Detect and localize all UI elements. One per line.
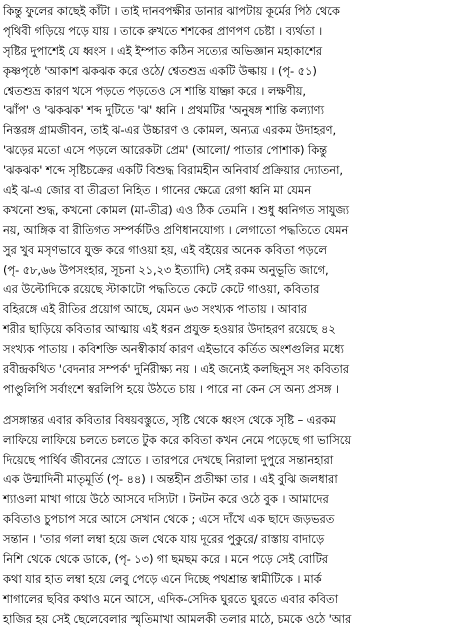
text-line: শ্বেতশুভ্র কারণ খসে পড়তে পড়তেও সে শান্তি যাচ্ঞা করে । লক্ষণীয়,: [3, 83, 306, 98]
text-line: শ্যাওলা মাখা গায়ে উঠে আসবে দস্যিটা । টনটন করে ওঠে বুক । আমাদের: [3, 492, 329, 507]
text-line: কৃষ্ণপৃষ্ঠে 'আকাশ ঝকঝক করে ওঠে/ শ্বেতশুভ্র একটি উল্কায় । (পৃ- ৫১): [3, 63, 317, 78]
text-line: কথা যার হাত লম্বা হয়ে লেবু পেড়ে এনে দিচ্ছে পথশ্রান্ত স্বামীটিকে । মার্ক: [3, 571, 322, 586]
text-line: সংখ্যক পাতায় । কবিশক্তি অনস্বীকার্য কারণ এইভাবে কর্তিত অংশগুলির মধ্যে: [3, 342, 344, 357]
text-line: বহিরঙ্গে এই রীতির প্রয়োগ আছে, যেমন ৬৩ সংখ্যক পাতায় । আবার: [3, 302, 307, 317]
text-line: শাগালের ছবির কথাও মনে আসে, এদিক-সেদিক ঘুরতে ঘুরতে এবার কবিতা: [3, 591, 338, 606]
text-line: সৃষ্টির দুপাশেই যে ধ্বংস । এই ইম্পাত কঠিন সত্যের অভিজ্ঞান মহাকাশের: [3, 43, 323, 58]
text-line: কখনো শুদ্ধ, কখনো কোমল (মা-তীব্র) এও ঠিক তেমনি । শুধু ধ্বনিগত সাযুজ্য: [3, 202, 350, 217]
text-line: কবিতাও চুপচাপ সরে আসে সেখান থেকে ; এসে দাঁখে এক ছাদে জড়ভরত: [3, 512, 335, 527]
text-line: লাফিয়ে লাফিয়ে চলতে চলতে টুক করে কবিতা কখন নেমে পড়েছে গা ভাসিয়ে: [3, 432, 352, 447]
text-line: শরীর ছাড়িয়ে কবিতার আত্মায় এই ধরন প্রযুক্ত হওয়ার উদাহরণ রয়েছে ৪২: [3, 322, 336, 337]
text-line: হাজির হয় সেই ছেলেবেলার স্মৃতিমাখা আমলকী তলার মাঠে, চমকে ওঠে 'আর: [3, 611, 352, 626]
text-line: 'ঝকঝক' শব্দে সৃষ্টিচক্রের একটি বিশুদ্ধ বিরামহীন অনিবার্য প্রক্রিয়ার দ্যোতনা,: [3, 163, 343, 178]
text-line: রবীন্দ্রকথিত 'বেদনার সম্পর্ক' দুর্নিরীক্ষ্য নয় । এই জন্যেই কলছিনুস সং কবিতার: [3, 362, 349, 377]
text-line: প্রসঙ্গান্তর এবার কবিতার বিষয়বস্তুতে, সৃষ্টি থেকে ধ্বংস থেকে সৃষ্টি – এরকম: [3, 412, 336, 427]
text-line: দিয়েছে পার্থিব জীবনের স্রোতে । তারপরে দেখছে নিরালা দুপুরে সন্তানহারা: [3, 452, 334, 467]
text-line: সুর খুব মসৃণভাবে যুক্ত করে গাওয়া হয়, এই বইয়ের অনেক কবিতা পড়লে: [3, 242, 327, 257]
text-line: (পৃ- ৫৮,৬৬ উপসংহার, সূচনা ২১,২৩ ইত্যাদি) সেই রকম অনুভূতি জাগে,: [3, 262, 329, 277]
text-line: নয়, আঙ্গিক বা রীতিগত সম্পর্কটিও প্রণিধানযোগ্য । লেগাতো পদ্ধতিতে যেমন: [3, 222, 349, 237]
text-line: পৃথিবী গড়িয়ে পড়ে যায় । তাকে রুখতে শশকের প্রাণপণ চেষ্টা । ব্যর্থতা ।: [3, 23, 323, 38]
text-line: পাণ্ডুলিপি সর্বাংশে স্বরলিপি হয়ে উঠতে চায় । পারে না কেন সে অন্য প্রসঙ্গ ।: [3, 381, 339, 396]
text-line: 'ঝাঁপ' ও 'ঝকঝক' শব্দ দুটিতে 'ঝ' ধ্বনি । প্রথমটির 'অনুষঙ্গ শান্তি কল্যাণ্য: [3, 103, 324, 118]
text-line: সন্তান । 'তার গলা লম্বা হয়ে জল থেকে যায় দূরের পুকুরে/ রাস্তায় বাদাড়ে: [3, 532, 325, 547]
text-line: 'ঝড়ের মতো এসে পড়লে আরেকটা প্রেম' (আলো/ পাতার পোশাক) কিন্তু: [3, 143, 328, 158]
text-line: নিশি থেকে থেকে ডাকে, (পৃ- ১৩) গা ছমছম করে । মনে পড়ে সেই বোটির: [3, 552, 328, 567]
text-line: এই ঝ-এ জোর বা তীব্রতা নিহিত । গানের ক্ষেত্রে রেগা ধ্বনি মা যেমন: [3, 183, 311, 198]
text-line: এক উন্মাদিনী মাতৃমূর্তি (পৃ- ৪৪) । অন্তহীন প্রতীক্ষা তার । এই বুঝি জলধারা: [3, 472, 338, 487]
text-line: কিন্তু ফুলের কাছেই কাঁটা । তাই দানবপক্ষীর ডানার ঝাপটায় কূর্মের পিঠ থেকে: [3, 4, 340, 18]
document-page: [3, 2, 453, 626]
paragraph-1: [3, 2, 453, 400]
text-line: নিস্তরঙ্গ গ্রামজীবন, তাই ঝ-এর উচ্চারণ ও কোমল, অন্যত্র এরকম উদাহরণ,: [3, 123, 337, 138]
text-line: এর উল্টোদিকে রয়েছে স্টাকাটো পদ্ধতিতে কেটে কেটে গাওয়া, কবিতার: [3, 282, 320, 297]
paragraph-2: [3, 411, 453, 630]
